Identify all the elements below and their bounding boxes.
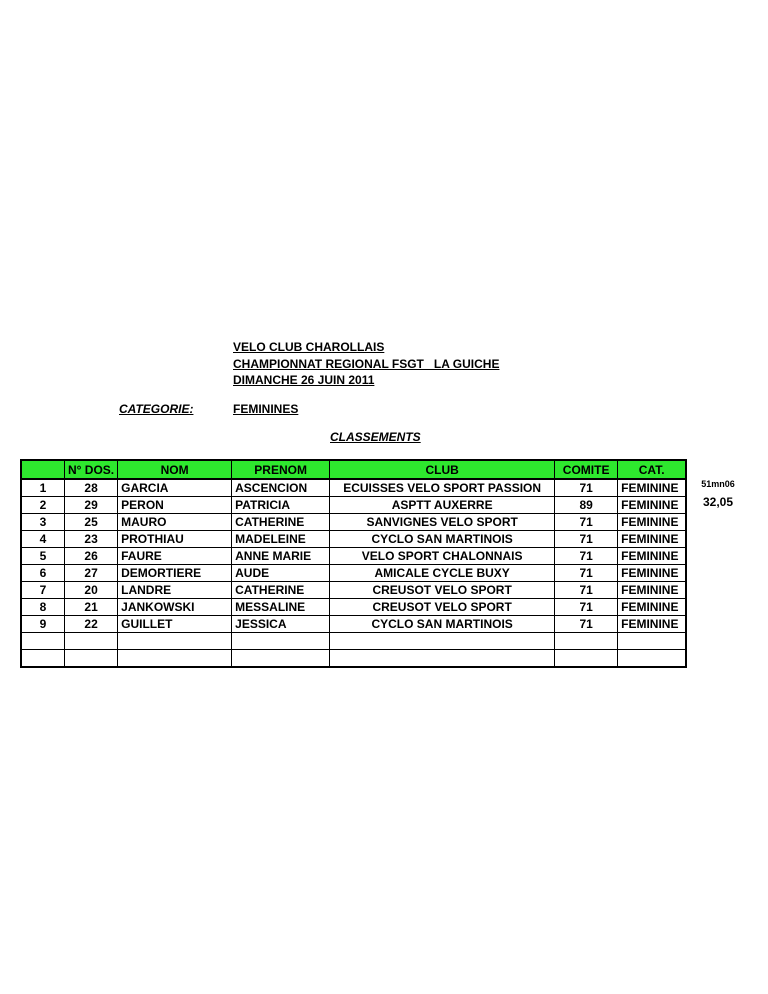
table-row (21, 514, 686, 531)
table-row (21, 548, 686, 565)
category-value: FEMININES (233, 402, 299, 416)
cell-comite: 71 (555, 616, 618, 633)
cell-rank (21, 650, 65, 668)
cell-club: CYCLO SAN MARTINOIS (330, 531, 555, 548)
cell-cat: FEMININE (618, 616, 687, 633)
cell-bib: 23 (65, 531, 118, 548)
cell-club: CREUSOT VELO SPORT (330, 599, 555, 616)
cell-club (330, 633, 555, 650)
average-speed: 32,05 (702, 495, 734, 509)
event-title: CHAMPIONNAT REGIONAL FSGT LA GUICHE (233, 357, 500, 371)
cell-comite: 71 (555, 514, 618, 531)
cell-nom: GUILLET (118, 616, 232, 633)
table-row (21, 565, 686, 582)
cell-club: SANVIGNES VELO SPORT (330, 514, 555, 531)
cell-cat (618, 633, 687, 650)
cell-bib: 27 (65, 565, 118, 582)
cell-comite: 71 (555, 582, 618, 599)
cell-comite (555, 650, 618, 668)
event-date: DIMANCHE 26 JUIN 2011 (233, 373, 375, 387)
section-title: CLASSEMENTS (330, 430, 421, 444)
cell-nom (118, 633, 232, 650)
cell-cat: FEMININE (618, 479, 687, 497)
results-table (20, 459, 687, 668)
table-row (21, 616, 686, 633)
cell-rank: 6 (21, 565, 65, 582)
cell-comite (555, 633, 618, 650)
cell-nom: DEMORTIERE (118, 565, 232, 582)
cell-prenom: AUDE (232, 565, 330, 582)
cell-nom: JANKOWSKI (118, 599, 232, 616)
cell-nom (118, 650, 232, 668)
cell-cat: FEMININE (618, 531, 687, 548)
cell-club (330, 650, 555, 668)
col-header-cat: CAT. (618, 460, 687, 479)
table-header-row (21, 460, 686, 479)
table-row (21, 497, 686, 514)
cell-prenom: ASCENCION (232, 479, 330, 497)
cell-rank (21, 633, 65, 650)
table-row (21, 633, 686, 650)
cell-comite: 71 (555, 599, 618, 616)
cell-rank: 5 (21, 548, 65, 565)
cell-cat: FEMININE (618, 548, 687, 565)
cell-comite: 71 (555, 531, 618, 548)
col-header-nom: NOM (118, 460, 232, 479)
table-row (21, 582, 686, 599)
cell-prenom: CATHERINE (232, 582, 330, 599)
table-row (21, 650, 686, 668)
col-header-bib: N° DOS. (65, 460, 118, 479)
cell-bib (65, 633, 118, 650)
cell-cat: FEMININE (618, 582, 687, 599)
cell-cat: FEMININE (618, 497, 687, 514)
cell-club: ASPTT AUXERRE (330, 497, 555, 514)
cell-bib: 25 (65, 514, 118, 531)
cell-club: CYCLO SAN MARTINOIS (330, 616, 555, 633)
cell-bib: 22 (65, 616, 118, 633)
cell-bib: 20 (65, 582, 118, 599)
cell-rank: 4 (21, 531, 65, 548)
cell-rank: 1 (21, 479, 65, 497)
cell-rank: 9 (21, 616, 65, 633)
cell-cat: FEMININE (618, 565, 687, 582)
cell-cat: FEMININE (618, 514, 687, 531)
cell-club: CREUSOT VELO SPORT (330, 582, 555, 599)
cell-bib: 26 (65, 548, 118, 565)
cell-comite: 71 (555, 565, 618, 582)
cell-nom: FAURE (118, 548, 232, 565)
cell-nom: LANDRE (118, 582, 232, 599)
cell-cat (618, 650, 687, 668)
col-header-prenom: PRENOM (232, 460, 330, 479)
cell-prenom: PATRICIA (232, 497, 330, 514)
cell-rank: 8 (21, 599, 65, 616)
club-name: VELO CLUB CHAROLLAIS (233, 340, 385, 354)
cell-prenom: MESSALINE (232, 599, 330, 616)
cell-comite: 71 (555, 479, 618, 497)
cell-cat: FEMININE (618, 599, 687, 616)
cell-rank: 7 (21, 582, 65, 599)
cell-rank: 3 (21, 514, 65, 531)
cell-club: ECUISSES VELO SPORT PASSION (330, 479, 555, 497)
cell-nom: PERON (118, 497, 232, 514)
cell-comite: 71 (555, 548, 618, 565)
cell-comite: 89 (555, 497, 618, 514)
cell-nom: MAURO (118, 514, 232, 531)
cell-club: VELO SPORT CHALONNAIS (330, 548, 555, 565)
finish-time: 51mn06 (701, 479, 735, 489)
cell-club: AMICALE CYCLE BUXY (330, 565, 555, 582)
table-row (21, 479, 686, 497)
cell-prenom: MADELEINE (232, 531, 330, 548)
cell-prenom: CATHERINE (232, 514, 330, 531)
col-header-rank (21, 460, 65, 479)
cell-bib: 29 (65, 497, 118, 514)
cell-prenom: JESSICA (232, 616, 330, 633)
cell-prenom (232, 633, 330, 650)
col-header-comite: COMITE (555, 460, 618, 479)
cell-nom: PROTHIAU (118, 531, 232, 548)
cell-prenom: ANNE MARIE (232, 548, 330, 565)
cell-bib: 21 (65, 599, 118, 616)
table-row (21, 531, 686, 548)
cell-bib: 28 (65, 479, 118, 497)
cell-bib (65, 650, 118, 668)
cell-nom: GARCIA (118, 479, 232, 497)
cell-prenom (232, 650, 330, 668)
category-label: CATEGORIE: (119, 402, 194, 416)
cell-rank: 2 (21, 497, 65, 514)
col-header-club: CLUB (330, 460, 555, 479)
table-row (21, 599, 686, 616)
